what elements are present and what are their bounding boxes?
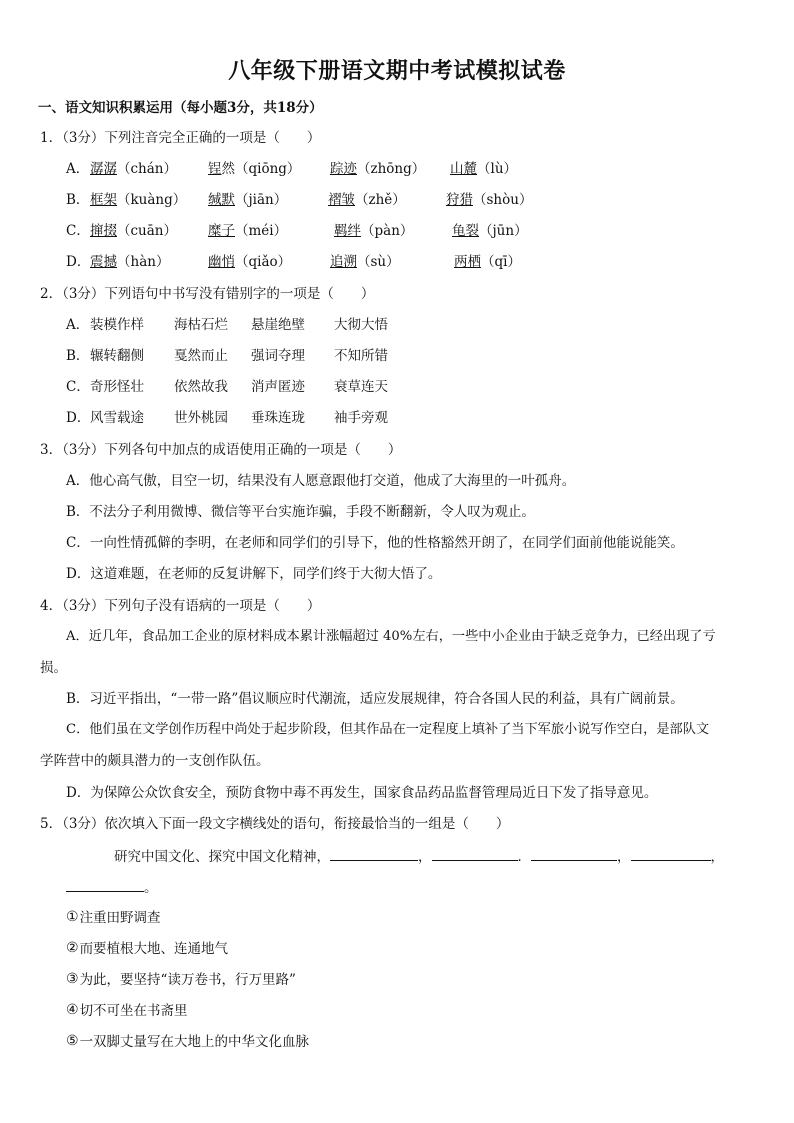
item-number: ④ bbox=[66, 1002, 79, 1018]
pinyin: 然（qiōng） bbox=[221, 161, 301, 177]
pinyin-word: 龟裂 bbox=[452, 223, 479, 239]
item-number: ② bbox=[66, 940, 79, 956]
option-label: C． bbox=[66, 379, 90, 395]
pinyin: （jiān） bbox=[235, 192, 288, 208]
pinyin-word: 缄默 bbox=[208, 192, 235, 208]
pinyin-word: 幽悄 bbox=[208, 254, 235, 270]
q3-stem: 3．（3分）下列各句中加点的成语使用正确的一项是（ ） bbox=[40, 442, 402, 458]
pinyin-word: 糜子 bbox=[208, 223, 235, 239]
q5-item-3 bbox=[66, 970, 296, 990]
q4-option-b: B．习近平指出，“一带一路”倡议顺应时代潮流，适应发展规律，符合各国人民的利益，具有广阔前景。 bbox=[66, 691, 684, 707]
q5-item-4 bbox=[66, 1001, 188, 1021]
pinyin: （zhě） bbox=[355, 192, 406, 208]
word: 消声匿迹 bbox=[251, 379, 305, 395]
pinyin: （jūn） bbox=[479, 223, 528, 239]
answer-blank bbox=[531, 846, 617, 861]
pinyin: （cuān） bbox=[117, 223, 177, 239]
q2-option-d bbox=[66, 408, 388, 428]
word: 风雪载途 bbox=[90, 410, 144, 426]
q5-passage-line1: 研究中国文化、探究中国文化精神， ， ． ， ， bbox=[114, 846, 724, 867]
item-text: 而要植根大地、连通地气 bbox=[79, 941, 229, 957]
answer-blank bbox=[66, 877, 144, 892]
pinyin-word: 踪迹 bbox=[330, 161, 357, 177]
pinyin-word: 羁绊 bbox=[334, 223, 361, 239]
q2-option-a bbox=[66, 315, 388, 335]
pinyin: （hàn） bbox=[117, 254, 170, 270]
pinyin: （zhōng） bbox=[357, 161, 426, 177]
item-number: ① bbox=[66, 909, 79, 925]
answer-blank bbox=[432, 846, 518, 861]
option-label: B． bbox=[66, 192, 90, 208]
word: 大彻大悟 bbox=[334, 317, 388, 333]
pinyin: （qī） bbox=[481, 254, 521, 270]
pinyin-word: 撺掇 bbox=[90, 223, 117, 239]
option-label: D． bbox=[66, 254, 91, 270]
q4-option-a-line1: A．近几年，食品加工企业的原材料成本累计涨幅超过 40%左右，一些中小企业由于缺乏竞争力，已经出现了亏 bbox=[66, 629, 716, 644]
q1-option-a bbox=[66, 159, 518, 179]
pinyin: （shòu） bbox=[473, 192, 533, 208]
q5-item-5 bbox=[66, 1032, 309, 1052]
option-label: D． bbox=[66, 410, 91, 426]
option-label: C． bbox=[66, 223, 90, 239]
q1-option-b bbox=[66, 190, 533, 210]
pinyin: （pàn） bbox=[361, 223, 414, 239]
word: 辗转翻侧 bbox=[90, 348, 144, 364]
option-label: A． bbox=[66, 317, 90, 333]
pinyin-word: 潺潺 bbox=[90, 161, 117, 177]
answer-blank bbox=[631, 846, 711, 861]
option-label: A． bbox=[66, 161, 90, 177]
q1-option-c bbox=[66, 221, 528, 241]
q4-option-d: D．为保障公众饮食安全，预防食物中毒不再发生，国家食品药品监督管理局近日下发了指导意见。 bbox=[66, 785, 658, 801]
q1-stem: 1．（3分）下列注音完全正确的一项是（ ） bbox=[40, 130, 321, 146]
q2-option-c bbox=[66, 377, 388, 397]
pinyin-word: 狩猎 bbox=[446, 192, 473, 208]
q3-option-b: B．不法分子利用微博、微信等平台实施诈骗，手段不断翻新，令人叹为观止。 bbox=[66, 504, 535, 520]
pinyin-word: 震撼 bbox=[90, 254, 117, 270]
item-text: 切不可坐在书斋里 bbox=[79, 1003, 188, 1019]
word: 袖手旁观 bbox=[334, 410, 388, 426]
pinyin-word: 锃 bbox=[208, 161, 222, 177]
word: 悬崖绝壁 bbox=[251, 317, 305, 333]
q3-option-c: C．一向性情孤僻的李明，在老师和同学们的引导下，他的性格豁然开朗了，在同学们面前他能说能笑。 bbox=[66, 535, 684, 551]
answer-blank bbox=[330, 846, 418, 861]
q5-item-1 bbox=[66, 908, 161, 928]
q4-option-c-line1: C．他们虽在文学创作历程中尚处于起步阶段，但其作品在一定程度上填补了当下军旅小说写作空白，是部队文 bbox=[66, 722, 710, 737]
item-text: 一双脚丈量写在大地上的中华文化血脉 bbox=[79, 1034, 310, 1050]
pinyin: （lù） bbox=[477, 161, 518, 177]
pinyin-word: 山麓 bbox=[450, 161, 477, 177]
word: 衰草连天 bbox=[334, 379, 388, 395]
word: 奇形怪壮 bbox=[90, 379, 144, 395]
word: 垂珠连珑 bbox=[251, 410, 305, 426]
word: 戛然而止 bbox=[174, 348, 228, 364]
pinyin: （qiǎo） bbox=[235, 254, 292, 270]
pinyin-word: 褶皱 bbox=[328, 192, 355, 208]
q5-passage-line2: 。 bbox=[66, 877, 158, 898]
q4-stem: 4．（3分）下列句子没有语病的一项是（ ） bbox=[40, 598, 321, 614]
pinyin: （chán） bbox=[117, 161, 177, 177]
word: 强词夺理 bbox=[251, 348, 305, 364]
pinyin: （sù） bbox=[357, 254, 400, 270]
q3-option-a: A．他心高气傲，目空一切，结果没有人愿意跟他打交道，他成了大海里的一叶孤舟。 bbox=[66, 473, 576, 489]
section-heading: 一、语文知识积累运用（每小题3分，共18分） bbox=[38, 100, 323, 116]
item-number: ⑤ bbox=[66, 1033, 79, 1049]
word: 装模作样 bbox=[90, 317, 144, 333]
q4-option-c-line2: 学阵营中的颇具潜力的一支创作队伍。 bbox=[40, 753, 270, 769]
page-title: 八年级下册语文期中考试模拟试卷 bbox=[228, 58, 566, 84]
pinyin-word: 框架 bbox=[90, 192, 117, 208]
q3-option-d: D．这道难题，在老师的反复讲解下，同学们终于大彻大悟了。 bbox=[66, 566, 442, 582]
word: 依然故我 bbox=[174, 379, 228, 395]
q5-lead-text: 研究中国文化、探究中国文化精神， bbox=[114, 849, 330, 865]
q5-stem: 5．（3分）依次填入下面一段文字横线处的语句，衔接最恰当的一组是（ ） bbox=[40, 816, 510, 832]
item-text: 为此，要坚持“读万卷书，行万里路” bbox=[79, 972, 296, 988]
q2-stem: 2．（3分）下列语句中书写没有错别字的一项是（ ） bbox=[40, 286, 375, 302]
pinyin: （méi） bbox=[235, 223, 288, 239]
item-number: ③ bbox=[66, 971, 79, 987]
pinyin: （kuàng） bbox=[117, 192, 187, 208]
q2-option-b bbox=[66, 346, 388, 366]
item-text: 注重田野调查 bbox=[79, 910, 161, 926]
word: 海枯石烂 bbox=[174, 317, 228, 333]
q1-option-d bbox=[66, 252, 521, 272]
q4-option-a-line2: 损。 bbox=[40, 660, 67, 676]
q5-item-2 bbox=[66, 939, 228, 959]
pinyin-word: 两栖 bbox=[454, 254, 481, 270]
word: 不知所错 bbox=[334, 348, 388, 364]
pinyin-word: 追溯 bbox=[330, 254, 357, 270]
word: 世外桃园 bbox=[174, 410, 228, 426]
option-label: B． bbox=[66, 348, 90, 364]
